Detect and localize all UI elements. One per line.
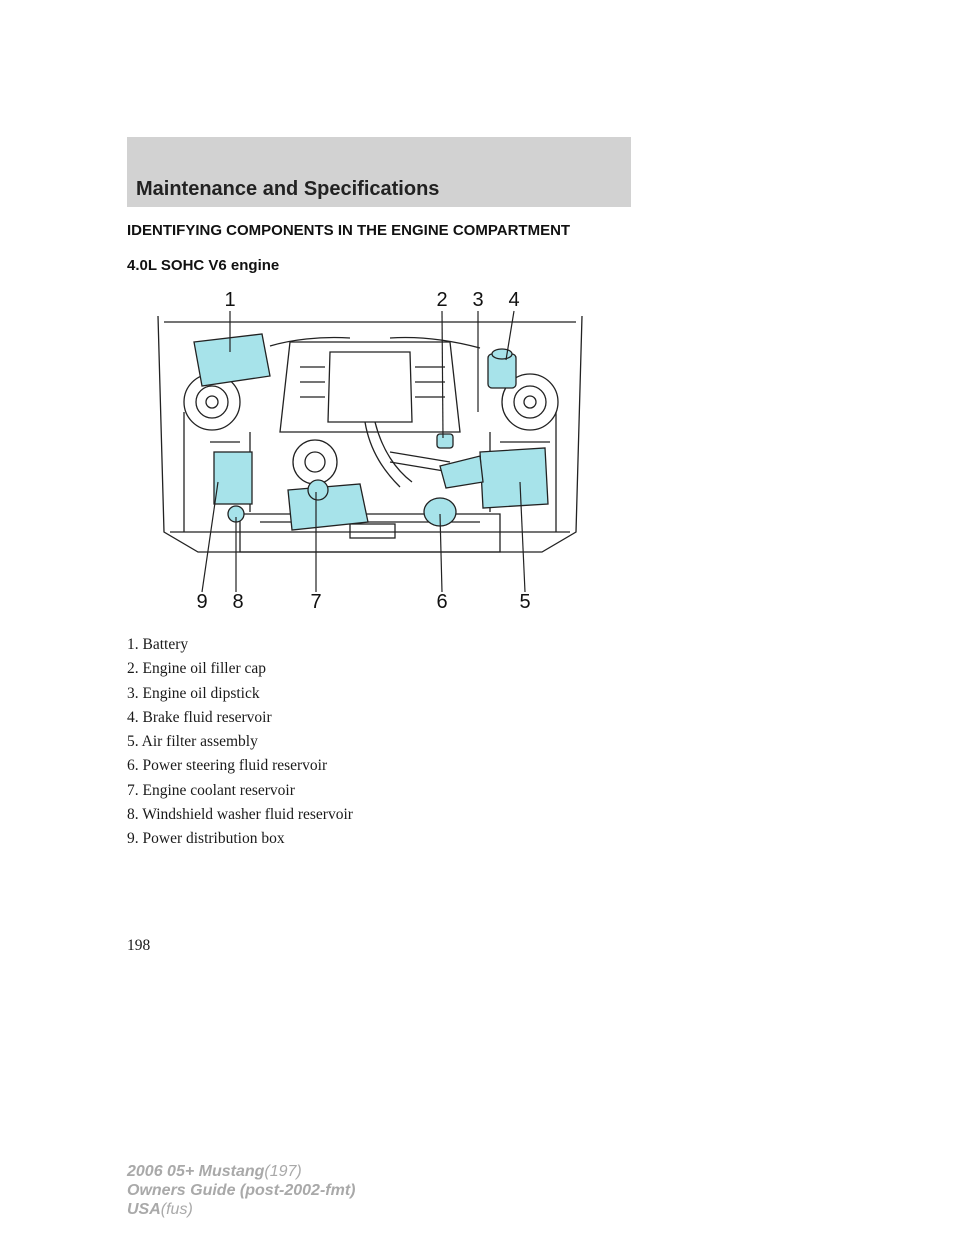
legend-item: 4. Brake fluid reservoir: [127, 708, 272, 726]
callout-9: 9: [196, 591, 208, 613]
footer-model-code: (197): [264, 1163, 302, 1180]
section-heading: IDENTIFYING COMPONENTS IN THE ENGINE COMPARTMENT: [127, 222, 571, 239]
callout-1: 1: [224, 289, 236, 311]
engine-compartment-diagram: [150, 282, 590, 617]
footer-market: USA: [127, 1201, 161, 1218]
callout-8: 8: [232, 591, 244, 613]
callout-7: 7: [310, 591, 322, 613]
page-title: Maintenance and Specifications: [136, 178, 440, 200]
footer-model: 2006 05+ Mustang: [127, 1163, 265, 1180]
legend-item: 8. Windshield washer fluid reservoir: [127, 806, 353, 824]
callout-2: 2: [436, 289, 448, 311]
legend-item: 3. Engine oil dipstick: [127, 684, 260, 702]
footer-guide: Owners Guide (post-2002-fmt): [127, 1182, 356, 1199]
callout-4: 4: [508, 289, 520, 311]
legend-item: 1. Battery: [127, 636, 189, 653]
callout-3: 3: [472, 289, 484, 311]
document-footer: [127, 1162, 355, 1219]
legend-item: 5. Air filter assembly: [127, 733, 258, 751]
legend-item: 9. Power distribution box: [127, 830, 285, 848]
page-number: 198: [127, 937, 151, 954]
legend-item: 6. Power steering fluid reservoir: [127, 757, 328, 775]
component-legend: [127, 633, 353, 852]
footer-market-code: (fus): [160, 1201, 193, 1218]
callout-6: 6: [436, 591, 448, 613]
engine-subheading: 4.0L SOHC V6 engine: [127, 257, 280, 274]
legend-item: 7. Engine coolant reservoir: [127, 781, 295, 799]
callout-5: 5: [519, 591, 531, 613]
legend-item: 2. Engine oil filler cap: [127, 660, 267, 678]
